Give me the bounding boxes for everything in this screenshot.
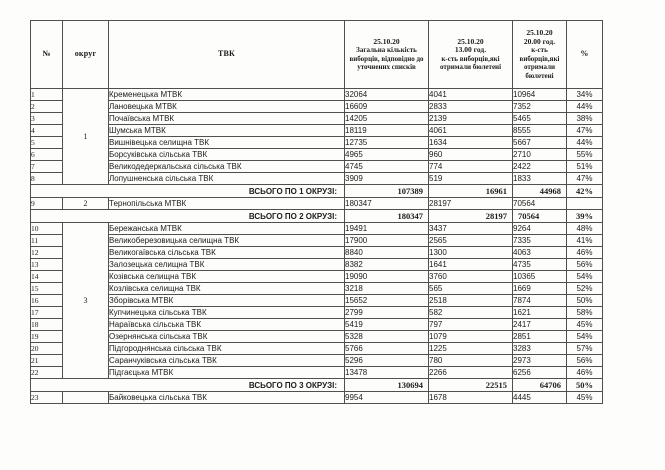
row-number-cell: 1: [31, 89, 63, 101]
header-voters-20h-desc: к-сть виборців,які отримали бюлетені: [519, 46, 560, 80]
voters-13h-cell: 774: [429, 161, 513, 173]
voters-20h-cell: 2851: [513, 331, 567, 343]
table-row: [31, 271, 603, 283]
voters-13h-cell: 4061: [429, 125, 513, 137]
table-row: [31, 283, 603, 295]
voters-20h-cell: 1833: [513, 173, 567, 185]
row-number-cell: 20: [31, 343, 63, 355]
row-number-cell: 23: [31, 392, 63, 404]
percent-cell: 45%: [567, 319, 603, 331]
table-row: [31, 173, 603, 185]
percent-cell: 44%: [567, 101, 603, 113]
voters-13h-cell: 3760: [429, 271, 513, 283]
row-number-cell: 13: [31, 259, 63, 271]
total-row-label: ВСЬОГО ПО 3 ОКРУЗІ:: [31, 379, 345, 392]
okrug-cell: 2: [63, 198, 109, 210]
percent-cell: 47%: [567, 173, 603, 185]
voters-20h-cell: 5465: [513, 113, 567, 125]
header-total-voters: [345, 21, 429, 89]
table-row: [31, 113, 603, 125]
header-voters-20h-date: 25.10.20: [526, 28, 553, 37]
header-tvk: [109, 21, 345, 89]
table-body: [31, 89, 603, 404]
tvk-name-cell: Тернопільська МТВК: [109, 198, 345, 210]
table-row: [31, 259, 603, 271]
percent-cell: 34%: [567, 89, 603, 101]
tvk-name-cell: Бережанська МТВК: [109, 223, 345, 235]
table-row: [31, 161, 603, 173]
tvk-name-cell: Байковецька сільська ТВК: [109, 392, 345, 404]
voters-20h-cell: 8555: [513, 125, 567, 137]
total-voters-cell: 8382: [345, 259, 429, 271]
percent-cell: 48%: [567, 223, 603, 235]
voters-20h-cell: 10964: [513, 89, 567, 101]
table-row: [31, 125, 603, 137]
voters-13h-cell: 2833: [429, 101, 513, 113]
percent-cell: 51%: [567, 161, 603, 173]
row-number-cell: 22: [31, 367, 63, 379]
header-voters-20h: [513, 21, 567, 89]
percent-cell: 44%: [567, 137, 603, 149]
row-number-cell: 7: [31, 161, 63, 173]
total-voters-sum-cell: 180347: [345, 210, 429, 223]
tvk-name-cell: Почаївська МТВК: [109, 113, 345, 125]
voters-20h-cell: 4735: [513, 259, 567, 271]
total-row: [31, 379, 603, 392]
voters-13h-cell: 2139: [429, 113, 513, 125]
row-number-cell: 14: [31, 271, 63, 283]
table-row: [31, 247, 603, 259]
total-voters-cell: 3909: [345, 173, 429, 185]
voters-20h-cell: 3283: [513, 343, 567, 355]
tvk-name-cell: Підгороднянська сільська ТВК: [109, 343, 345, 355]
percent-cell: [567, 198, 603, 210]
row-number-cell: 11: [31, 235, 63, 247]
header-total-voters-date: 25.10.20: [373, 36, 400, 46]
percent-sum-cell: 50%: [567, 379, 603, 392]
header-tvk-label: ТВК: [217, 49, 236, 59]
row-number-cell: 2: [31, 101, 63, 113]
header-okrug-label: округ: [74, 49, 97, 59]
total-voters-cell: 19491: [345, 223, 429, 235]
row-number-cell: 8: [31, 173, 63, 185]
voters-13h-cell: 797: [429, 319, 513, 331]
table-row: [31, 198, 603, 210]
voters-13h-cell: 2266: [429, 367, 513, 379]
okrug-cell: 3: [63, 223, 109, 379]
header-percent-label: %: [580, 49, 589, 59]
table-row: [31, 307, 603, 319]
voters-13h-cell: 3437: [429, 223, 513, 235]
header-voters-13h-desc: к-сть виборців,які отримали бюлетені: [439, 54, 502, 71]
okrug-cell: [63, 392, 109, 404]
voters-20h-cell: 10365: [513, 271, 567, 283]
total-voters-cell: 12735: [345, 137, 429, 149]
row-number-cell: 3: [31, 113, 63, 125]
voters-20h-cell: 2422: [513, 161, 567, 173]
row-number-cell: 6: [31, 149, 63, 161]
voters-13h-sum-cell: 22515: [429, 379, 513, 392]
tvk-name-cell: Вишнівецька селищна ТВК: [109, 137, 345, 149]
percent-cell: 47%: [567, 125, 603, 137]
header-voters-20h-time: 20.00 год.: [523, 36, 556, 46]
voters-13h-cell: 1678: [429, 392, 513, 404]
header-voters-13h-time: 13.00 год.: [454, 45, 487, 54]
total-voters-sum-cell: 130694: [345, 379, 429, 392]
tvk-name-cell: Саранчуківська сільська ТВК: [109, 355, 345, 367]
percent-cell: 45%: [567, 392, 603, 404]
voters-20h-sum-cell: 44968: [513, 185, 567, 198]
total-row: [31, 210, 603, 223]
total-voters-cell: 9954: [345, 392, 429, 404]
table-row: [31, 331, 603, 343]
percent-cell: 56%: [567, 259, 603, 271]
table-row: [31, 367, 603, 379]
voters-13h-cell: 960: [429, 149, 513, 161]
percent-cell: 54%: [567, 271, 603, 283]
tvk-name-cell: Козлівська селищна ТВК: [109, 283, 345, 295]
header-row: [31, 21, 603, 89]
tvk-name-cell: Шумська МТВК: [109, 125, 345, 137]
row-number-cell: 10: [31, 223, 63, 235]
voters-20h-cell: 2710: [513, 149, 567, 161]
voters-20h-cell: 7352: [513, 101, 567, 113]
percent-cell: 41%: [567, 235, 603, 247]
percent-sum-cell: 42%: [567, 185, 603, 198]
total-voters-cell: 13478: [345, 367, 429, 379]
voters-20h-cell: 70564: [513, 198, 567, 210]
percent-sum-cell: 39%: [567, 210, 603, 223]
voters-13h-cell: 780: [429, 355, 513, 367]
voters-13h-sum-cell: 16961: [429, 185, 513, 198]
percent-cell: 57%: [567, 343, 603, 355]
voters-13h-cell: 1225: [429, 343, 513, 355]
total-voters-cell: 19090: [345, 271, 429, 283]
voters-13h-cell: 565: [429, 283, 513, 295]
row-number-cell: 5: [31, 137, 63, 149]
tvk-name-cell: Залозецька селищна ТВК: [109, 259, 345, 271]
tvk-name-cell: Великодедеркальська сільська ТВК: [109, 161, 345, 173]
total-voters-cell: 5419: [345, 319, 429, 331]
election-turnout-table: [30, 20, 603, 404]
row-number-cell: 17: [31, 307, 63, 319]
voters-20h-cell: 7335: [513, 235, 567, 247]
row-number-cell: 18: [31, 319, 63, 331]
percent-cell: 52%: [567, 283, 603, 295]
table-row: [31, 137, 603, 149]
table-row: [31, 101, 603, 113]
row-number-cell: 19: [31, 331, 63, 343]
table-row: [31, 89, 603, 101]
percent-cell: 46%: [567, 247, 603, 259]
voters-20h-cell: 1669: [513, 283, 567, 295]
total-voters-cell: 4745: [345, 161, 429, 173]
voters-13h-cell: 519: [429, 173, 513, 185]
voters-13h-cell: 582: [429, 307, 513, 319]
tvk-name-cell: Підгаєцька МТВК: [109, 367, 345, 379]
header-row-number: [31, 21, 63, 89]
voters-20h-cell: 7874: [513, 295, 567, 307]
voters-20h-sum-cell: 70564: [513, 210, 567, 223]
percent-cell: 46%: [567, 367, 603, 379]
percent-cell: 38%: [567, 113, 603, 125]
total-voters-sum-cell: 107389: [345, 185, 429, 198]
header-okrug: [63, 21, 109, 89]
table-row: [31, 355, 603, 367]
row-number-cell: 12: [31, 247, 63, 259]
total-voters-cell: 5328: [345, 331, 429, 343]
total-voters-cell: 15652: [345, 295, 429, 307]
header-row-number-label: №: [42, 49, 51, 59]
header-total-voters-desc: Загальна кількість виборців, відповідно до уточнених списків: [349, 46, 424, 71]
percent-cell: 56%: [567, 355, 603, 367]
table-row: [31, 223, 603, 235]
tvk-name-cell: Купчинецька сільська ТВК: [109, 307, 345, 319]
percent-cell: 55%: [567, 149, 603, 161]
voters-20h-cell: 5667: [513, 137, 567, 149]
total-voters-cell: 2799: [345, 307, 429, 319]
tvk-name-cell: Нараївська сільська ТВК: [109, 319, 345, 331]
voters-20h-sum-cell: 64706: [513, 379, 567, 392]
row-number-cell: 9: [31, 198, 63, 210]
table-row: [31, 235, 603, 247]
okrug-cell: 1: [63, 89, 109, 185]
row-number-cell: 4: [31, 125, 63, 137]
total-row-label: ВСЬОГО ПО 1 ОКРУЗІ:: [31, 185, 345, 198]
tvk-name-cell: Зборівська МТВК: [109, 295, 345, 307]
voters-13h-cell: 28197: [429, 198, 513, 210]
total-voters-cell: 8840: [345, 247, 429, 259]
total-voters-cell: 14205: [345, 113, 429, 125]
tvk-name-cell: Борсуківська сільська ТВК: [109, 149, 345, 161]
table-row: [31, 149, 603, 161]
voters-13h-sum-cell: 28197: [429, 210, 513, 223]
table-row: [31, 319, 603, 331]
tvk-name-cell: Лановецька МТВК: [109, 101, 345, 113]
total-voters-cell: 17900: [345, 235, 429, 247]
total-voters-cell: 32064: [345, 89, 429, 101]
voters-20h-cell: 9264: [513, 223, 567, 235]
row-number-cell: 15: [31, 283, 63, 295]
voters-20h-cell: 4445: [513, 392, 567, 404]
total-voters-cell: 3218: [345, 283, 429, 295]
tvk-name-cell: Великоберезовицька селищна ТВК: [109, 235, 345, 247]
total-voters-cell: 5296: [345, 355, 429, 367]
voters-13h-cell: 1300: [429, 247, 513, 259]
voters-13h-cell: 1634: [429, 137, 513, 149]
voters-13h-cell: 2565: [429, 235, 513, 247]
tvk-name-cell: Великогаївська сільська ТВК: [109, 247, 345, 259]
voters-20h-cell: 6256: [513, 367, 567, 379]
percent-cell: 58%: [567, 307, 603, 319]
percent-cell: 54%: [567, 331, 603, 343]
total-voters-cell: 5766: [345, 343, 429, 355]
voters-13h-cell: 2518: [429, 295, 513, 307]
tvk-name-cell: Кременецька МТВК: [109, 89, 345, 101]
row-number-cell: 21: [31, 355, 63, 367]
table-row: [31, 392, 603, 404]
table-row: [31, 295, 603, 307]
row-number-cell: 16: [31, 295, 63, 307]
voters-20h-cell: 4063: [513, 247, 567, 259]
voters-13h-cell: 1079: [429, 331, 513, 343]
header-percent: [567, 21, 603, 89]
total-row-label: ВСЬОГО ПО 2 ОКРУЗІ:: [31, 210, 345, 223]
total-voters-cell: 4965: [345, 149, 429, 161]
header-voters-13h-date: 25.10.20: [457, 36, 484, 46]
voters-20h-cell: 2417: [513, 319, 567, 331]
table-row: [31, 343, 603, 355]
tvk-name-cell: Озернянська сільська ТВК: [109, 331, 345, 343]
voters-13h-cell: 4041: [429, 89, 513, 101]
percent-cell: 50%: [567, 295, 603, 307]
tvk-name-cell: Козівська селищна ТВК: [109, 271, 345, 283]
total-voters-cell: 180347: [345, 198, 429, 210]
tvk-name-cell: Лопушненська сільська ТВК: [109, 173, 345, 185]
voters-13h-cell: 1641: [429, 259, 513, 271]
voters-20h-cell: 1621: [513, 307, 567, 319]
total-voters-cell: 18119: [345, 125, 429, 137]
voters-20h-cell: 2973: [513, 355, 567, 367]
header-voters-13h: [429, 21, 513, 89]
total-voters-cell: 16609: [345, 101, 429, 113]
total-row: [31, 185, 603, 198]
